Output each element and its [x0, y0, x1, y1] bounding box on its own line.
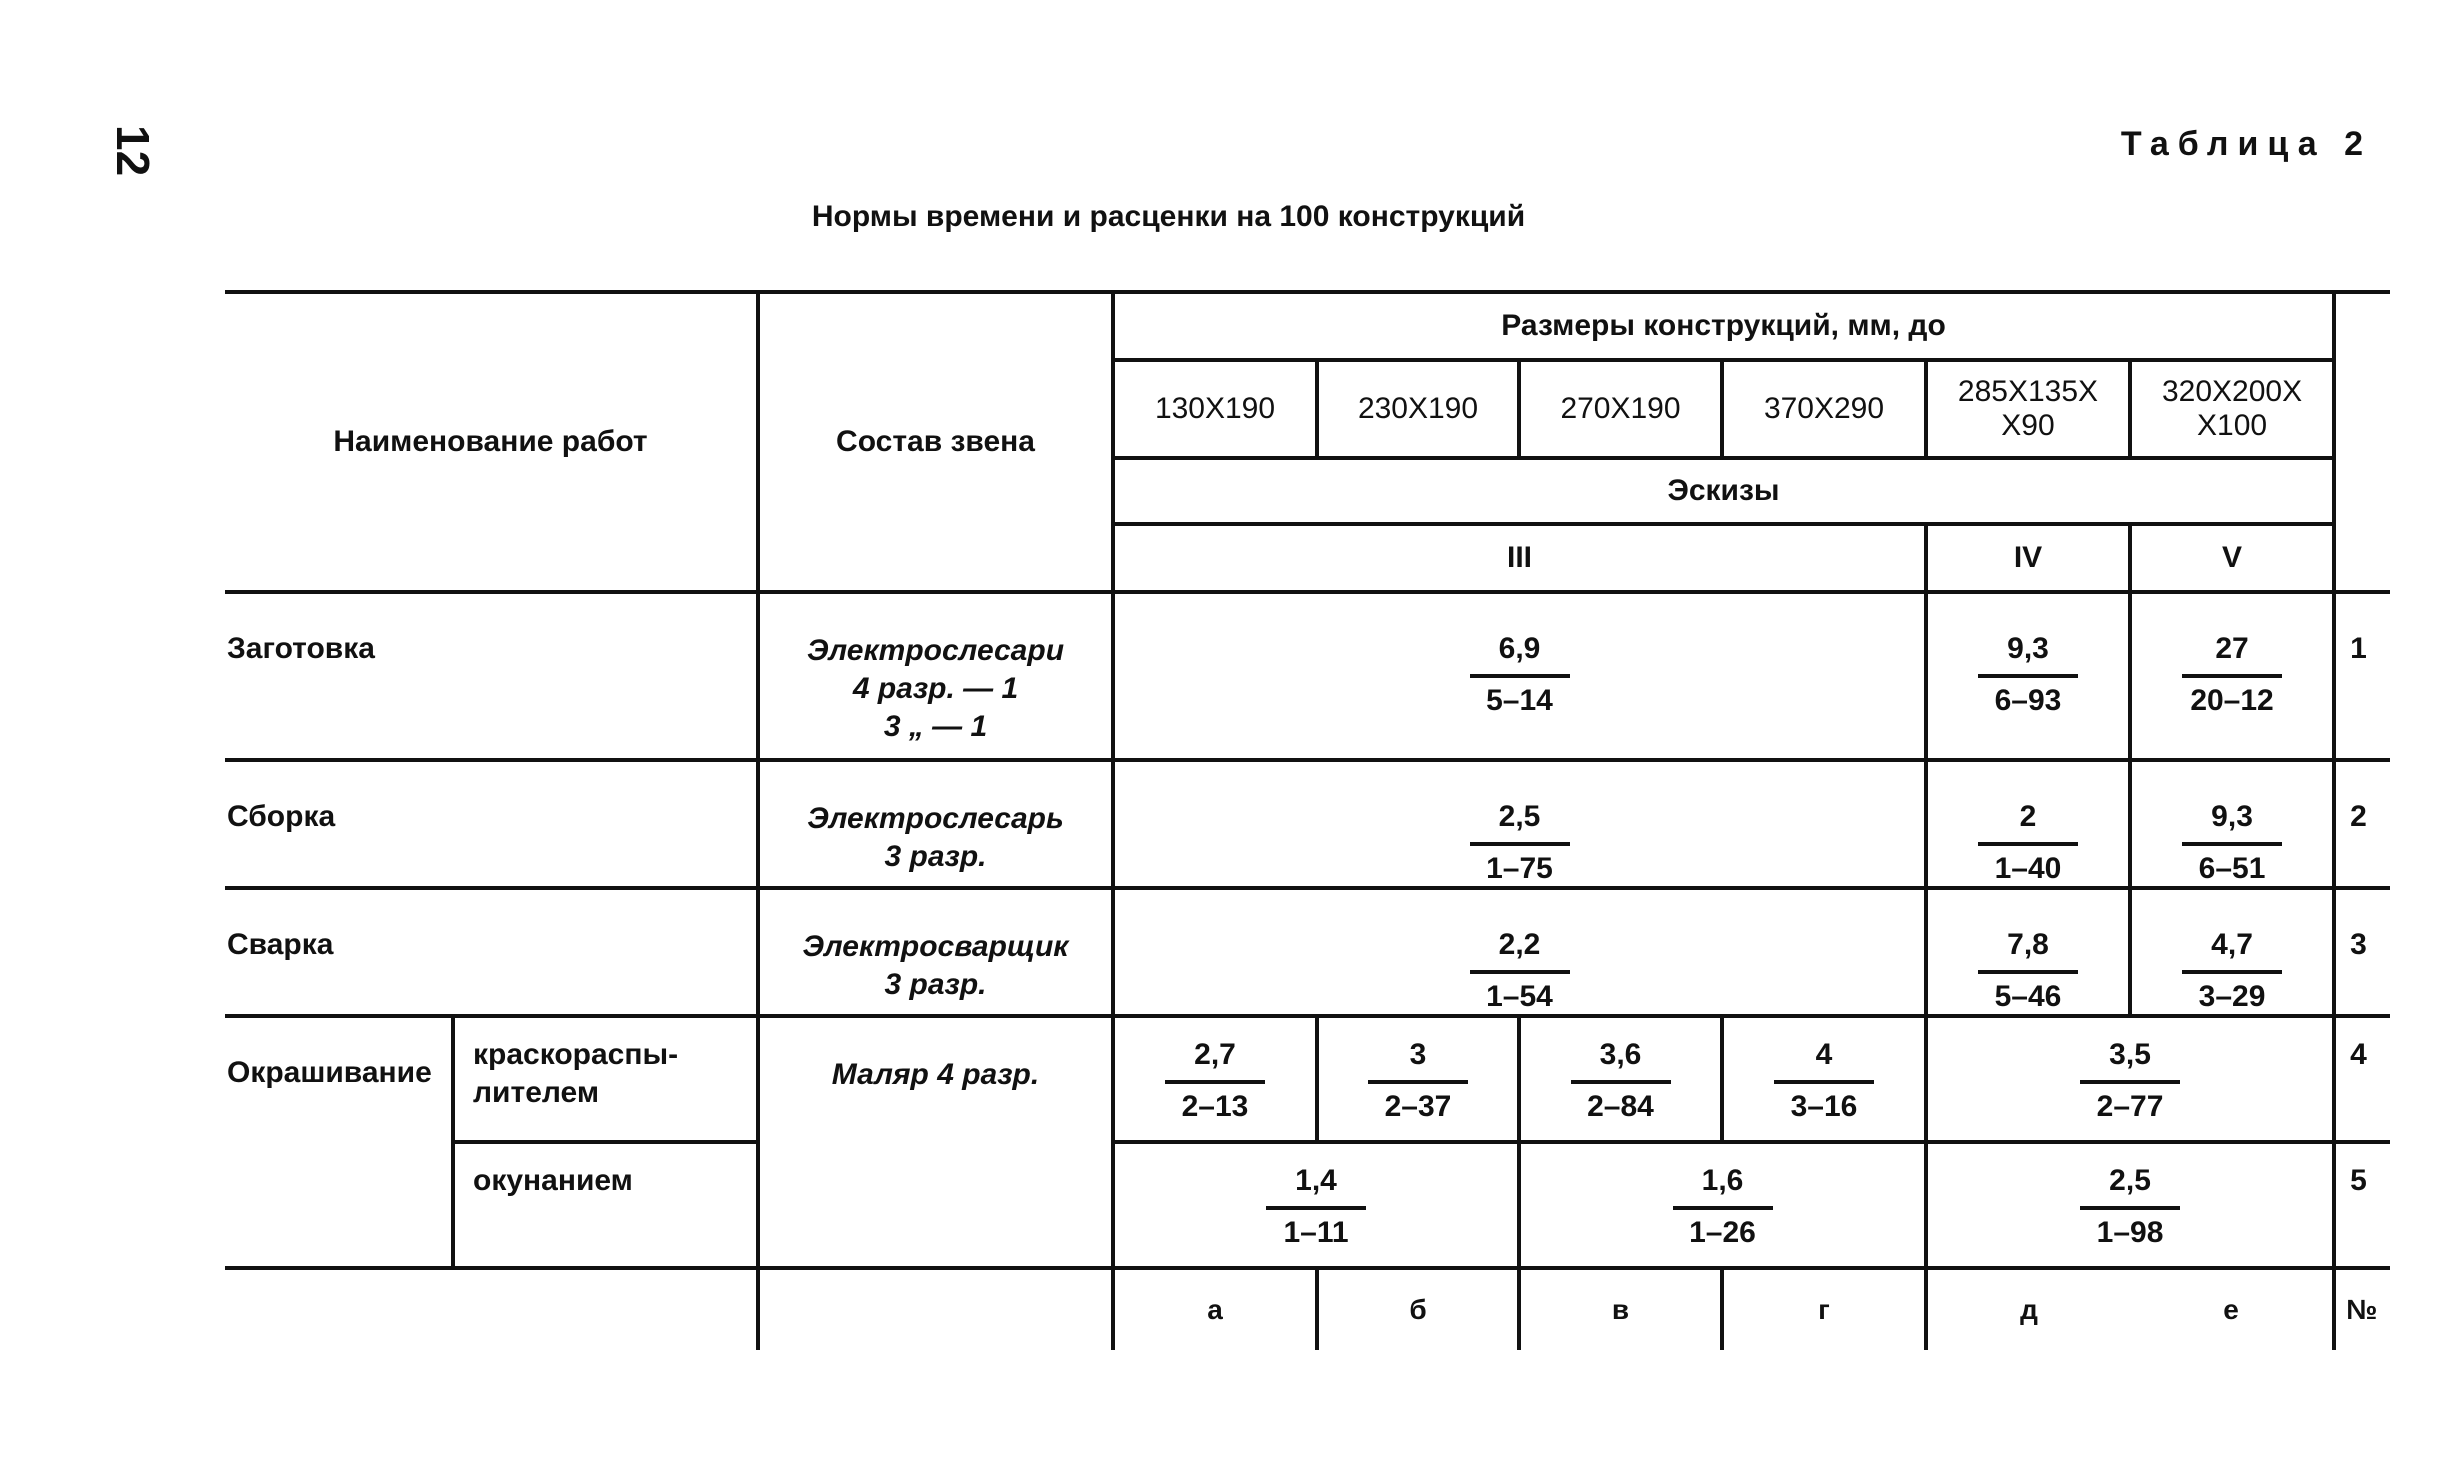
time-rate-fraction [2080, 1038, 2180, 1124]
time-norm: 3 [1368, 1038, 1468, 1084]
value-cell [2130, 888, 2334, 1016]
crew-line: 3 „ — 1 [883, 710, 988, 743]
work-name: Заготовка [225, 592, 758, 760]
sketch-group-iv: IV [1926, 524, 2130, 592]
time-rate-fraction [1470, 800, 1570, 886]
rate: 3–16 [1790, 1090, 1858, 1123]
time-norm: 2,5 [2080, 1164, 2180, 1210]
header-sizes-label: Размеры конструкций, мм, до [1113, 292, 2334, 360]
crew-line: 4 разр. — 1 [852, 672, 1019, 705]
time-norm: 9,3 [2182, 800, 2282, 846]
header-sketches-label: Эскизы [1113, 458, 2334, 524]
time-rate-fraction [1266, 1164, 1366, 1250]
time-norm: 3,5 [2080, 1038, 2180, 1084]
time-norm: 27 [2182, 632, 2282, 678]
value-cell [1926, 760, 2130, 888]
value-cell [1113, 760, 1926, 888]
time-rate-fraction [1978, 800, 2078, 886]
value-cell [1317, 1016, 1519, 1142]
time-norm: 2,7 [1165, 1038, 1265, 1084]
size-230x190: 230X190 [1317, 360, 1519, 458]
footer-row [225, 1268, 2390, 1350]
crew-cell [758, 888, 1113, 1016]
crew-cell [758, 592, 1113, 760]
footer-blank [225, 1268, 758, 1350]
value-cell [1926, 1142, 2334, 1268]
crew-cell: Маляр 4 разр. [758, 1016, 1113, 1268]
table-row [225, 760, 2390, 888]
rate: 2–37 [1384, 1090, 1452, 1123]
crew-line: Электрослесари [806, 634, 1065, 667]
row-number: 2 [2334, 760, 2390, 888]
value-cell [1113, 1142, 1519, 1268]
rate: 6–93 [1994, 684, 2062, 717]
value-cell [1722, 1016, 1926, 1142]
rate: 1–54 [1486, 980, 1553, 1013]
time-rate-fraction [2080, 1164, 2180, 1250]
size-130x190: 130X190 [1113, 360, 1317, 458]
time-rate-fraction [1470, 928, 1570, 1014]
value-cell [1519, 1016, 1722, 1142]
time-rate-fraction [1978, 928, 2078, 1014]
rate: 1–98 [2096, 1216, 2164, 1249]
time-rate-fraction [1368, 1038, 1468, 1124]
footer-blank [758, 1268, 1113, 1350]
sketch-group-iii: III [1113, 524, 1926, 592]
value-cell [1113, 888, 1926, 1016]
row-number: 1 [2334, 592, 2390, 760]
table-row [225, 1142, 2390, 1268]
crew-line: Электрослесарь [807, 802, 1064, 835]
value-cell [1926, 888, 2130, 1016]
time-norm: 2,5 [1470, 800, 1570, 846]
table-row [225, 1016, 2390, 1142]
crew-line: 3 разр. [884, 840, 987, 873]
number-label: № [2334, 1268, 2390, 1350]
rate: 5–14 [1486, 684, 1553, 717]
time-rate-fraction [2182, 928, 2282, 1014]
size-370x290: 370X290 [1722, 360, 1926, 458]
column-letter: д [2020, 1294, 2038, 1325]
value-cell [1519, 1142, 1926, 1268]
time-norm: 2 [1978, 800, 2078, 846]
rate: 1–40 [1994, 852, 2062, 885]
time-norm: 9,3 [1978, 632, 2078, 678]
time-rate-fraction [1165, 1038, 1265, 1124]
value-cell [1113, 1016, 1317, 1142]
time-norm: 4 [1774, 1038, 1874, 1084]
table-title: Нормы времени и расценки на 100 конструкций [811, 200, 1526, 233]
column-letter: е [2223, 1294, 2239, 1325]
rate: 2–84 [1587, 1090, 1654, 1123]
rate: 2–77 [2096, 1090, 2164, 1123]
crew-line: Электросварщик [802, 930, 1069, 963]
row-number: 4 [2334, 1016, 2390, 1142]
time-rate-fraction [1774, 1038, 1874, 1124]
norms-table [225, 290, 2390, 1350]
table-label: Таблица 2 [2120, 125, 2372, 163]
time-norm: 7,8 [1978, 928, 2078, 974]
rate: 1–11 [1283, 1216, 1349, 1249]
rate: 1–26 [1689, 1216, 1756, 1249]
crew-cell [758, 760, 1113, 888]
time-rate-fraction [1978, 632, 2078, 718]
time-rate-fraction [2182, 800, 2282, 886]
header-work-name: Наименование работ [225, 292, 758, 592]
time-norm: 1,6 [1673, 1164, 1773, 1210]
work-name: Окрашивание [225, 1016, 453, 1268]
header-number-col [2334, 292, 2390, 592]
time-norm: 3,6 [1571, 1038, 1671, 1084]
footer-split-cell [1926, 1268, 2334, 1350]
work-name: Сборка [225, 760, 758, 888]
table-row [225, 888, 2390, 1016]
rate: 20–12 [2190, 684, 2274, 717]
size-320x200x100: 320X200X X100 [2130, 360, 2334, 458]
column-letter: а [1113, 1268, 1317, 1350]
value-cell [2130, 760, 2334, 888]
time-norm: 2,2 [1470, 928, 1570, 974]
time-rate-fraction [1470, 632, 1570, 718]
value-cell [1113, 592, 1926, 760]
value-cell [1926, 1016, 2334, 1142]
header-crew: Состав звена [758, 292, 1113, 592]
size-285x135x90: 285X135X X90 [1926, 360, 2130, 458]
value-cell [1926, 592, 2130, 760]
rate: 6–51 [2198, 852, 2266, 885]
time-rate-fraction [1571, 1038, 1671, 1124]
time-norm: 1,4 [1266, 1164, 1366, 1210]
header-row-sizes-label [225, 292, 2390, 360]
time-rate-fraction [1673, 1164, 1773, 1250]
rate: 3–29 [2198, 980, 2266, 1013]
table-row [225, 592, 2390, 760]
rate: 2–13 [1181, 1090, 1249, 1123]
rate: 5–46 [1994, 980, 2062, 1013]
page-number: 12 [107, 125, 159, 177]
rate: 1–75 [1486, 852, 1553, 885]
painting-method: краскораспы-лителем [453, 1016, 758, 1142]
row-number: 5 [2334, 1142, 2390, 1268]
work-name: Сварка [225, 888, 758, 1016]
size-270x190: 270X190 [1519, 360, 1722, 458]
row-number: 3 [2334, 888, 2390, 1016]
footer-split [1928, 1294, 2332, 1326]
column-letter: в [1519, 1268, 1722, 1350]
crew-line: 3 разр. [884, 968, 987, 1001]
time-norm: 6,9 [1470, 632, 1570, 678]
value-cell [2130, 592, 2334, 760]
column-letter: б [1317, 1268, 1519, 1350]
time-norm: 4,7 [2182, 928, 2282, 974]
column-letter: г [1722, 1268, 1926, 1350]
time-rate-fraction [2182, 632, 2282, 718]
painting-method: окунанием [453, 1142, 758, 1268]
sketch-group-v: V [2130, 524, 2334, 592]
